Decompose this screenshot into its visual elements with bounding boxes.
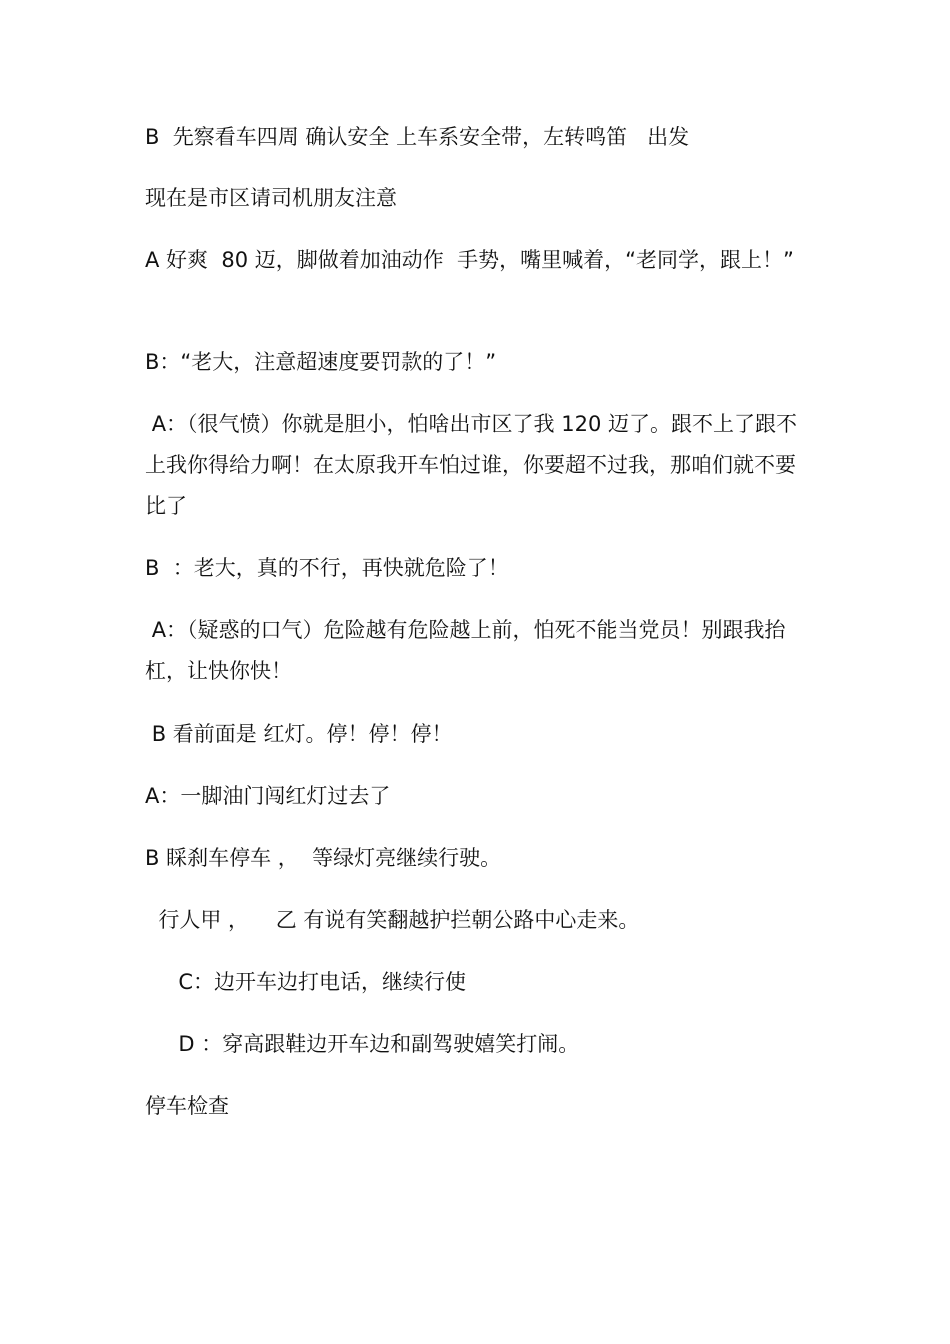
paragraph-14: 停车检查 <box>145 1094 229 1118</box>
paragraph-2: 现在是市区请司机朋友注意 <box>145 186 397 210</box>
paragraph-8: B 看前面是 红灯。停！停！停！ <box>145 722 453 746</box>
paragraph-5: A：（很气愤）你就是胆小，怕啥出市区了我 120 迈了。跟不上了跟不上我你得给力啊！在太原我开车怕过谁，你要超不过我，那咱们就不要比了 <box>145 412 797 518</box>
paragraph-12: C：边开车边打电话，继续行使 <box>145 970 467 994</box>
paragraph-1: B 先察看车四周 确认安全 上车系安全带，左转鸣笛 出发 <box>145 125 690 149</box>
paragraph-10: B 睬刹车停车 ， 等绿灯亮继续行驶。 <box>145 846 502 870</box>
paragraph-11: 行人甲 ， 乙 有说有笑翻越护拦朝公路中心走来。 <box>145 908 640 932</box>
paragraph-6: B ：老大，真的不行，再快就危险了！ <box>145 556 509 580</box>
paragraph-7: A：（疑惑的口气）危险越有危险越上前，怕死不能当党员！别跟我抬杠，让快你快！ <box>145 618 786 683</box>
paragraph-3: A 好爽 80 迈，脚做着加油动作 手势，嘴里喊着，“老同学，跟上！” <box>145 248 794 272</box>
paragraph-13: D ：穿高跟鞋边开车边和副驾驶嬉笑打闹。 <box>145 1032 580 1056</box>
paragraph-9: A：一脚油门闯红灯过去了 <box>145 784 391 808</box>
paragraph-4: B：“老大，注意超速度要罚款的了！” <box>145 350 497 374</box>
